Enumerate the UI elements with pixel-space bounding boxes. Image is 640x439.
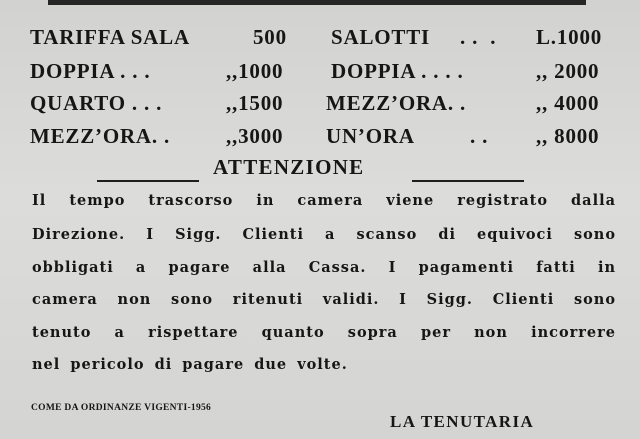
rate-label: UN’ORA <box>326 124 415 148</box>
notice-heading: ATTENZIONE <box>213 155 365 179</box>
rate-label: QUARTO . . . <box>30 91 163 115</box>
rate-row <box>0 59 640 89</box>
rate-price: ,, 4000 <box>536 91 600 115</box>
top-rule <box>48 0 586 5</box>
notice-heading-row <box>0 155 640 185</box>
rate-price: 500 <box>253 25 287 49</box>
rate-label: MEZZ’ORA. . <box>30 124 171 148</box>
ordinance-note: COME DA ORDINANZE VIGENTI-1956 <box>31 403 212 413</box>
rate-price: ,,1000 <box>226 59 284 83</box>
rate-price: ,,3000 <box>226 124 284 148</box>
heading-rule-left <box>97 180 199 182</box>
rate-dots: . . <box>470 124 489 148</box>
rate-price: ,, 2000 <box>536 59 600 83</box>
rate-label: MEZZ’ORA. . <box>326 91 467 115</box>
rate-dots: . . . <box>460 25 497 49</box>
rate-price: ,,1500 <box>226 91 284 115</box>
notice-line: camera non sono ritenuti validi. I Sigg. Clienti sono <box>32 291 616 308</box>
notice-line: tenuto a rispettare quanto sopra per non incorrere <box>32 324 616 341</box>
heading-rule-right <box>412 180 524 182</box>
rate-label: SALOTTI <box>331 25 430 49</box>
notice-line: nel pericolo di pagare due volte. <box>32 356 348 373</box>
rate-row <box>0 25 640 55</box>
rate-label: DOPPIA . . . . <box>331 59 464 83</box>
rate-row <box>0 91 640 121</box>
notice-line: Il tempo trascorso in camera viene registrato dalla <box>32 192 616 209</box>
notice-line: Direzione. I Sigg. Clienti a scanso di equivoci sono <box>32 226 616 243</box>
rate-label: TARIFFA SALA <box>30 25 190 49</box>
signature: LA TENUTARIA <box>390 412 535 431</box>
rate-label: DOPPIA . . . <box>30 59 151 83</box>
rate-price: L.1000 <box>536 25 603 49</box>
notice-line: obbligati a pagare alla Cassa. I pagamenti fatti in <box>32 259 616 276</box>
rate-row <box>0 124 640 154</box>
rate-price: ,, 8000 <box>536 124 600 148</box>
